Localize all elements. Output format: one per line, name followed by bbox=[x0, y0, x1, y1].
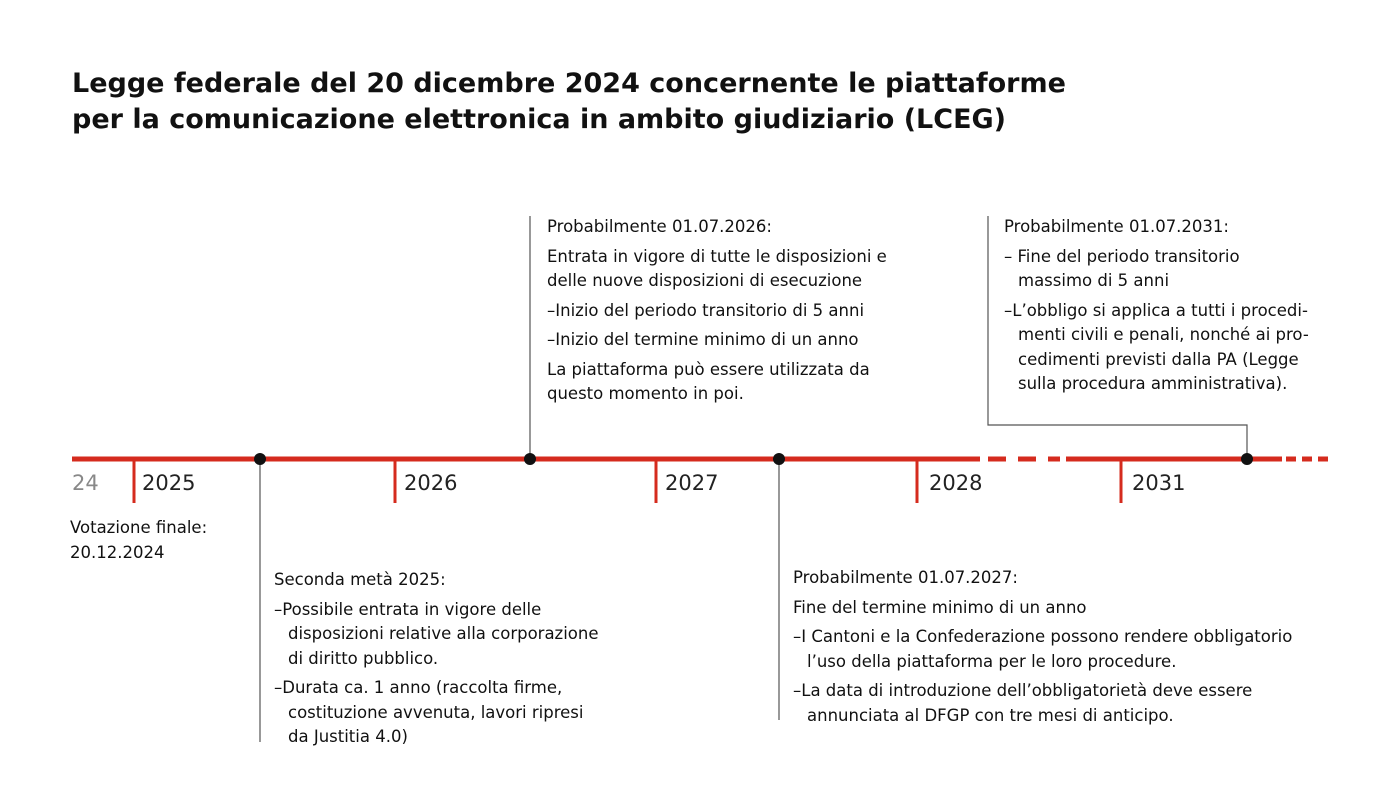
event-2025-heading: Seconda metà 2025: bbox=[274, 570, 446, 589]
event-2025-item2-line3: da Justitia 4.0) bbox=[288, 727, 408, 746]
event-2027-item2-line2: annunciata al DFGP con tre mesi di anticipo. bbox=[807, 705, 1174, 725]
event-2026-intro-line2: delle nuove disposizioni di esecuzione bbox=[547, 271, 863, 290]
page-title bbox=[72, 66, 1172, 138]
event-2031-item2-line2: menti civili e penali, nonché ai pro- bbox=[1018, 325, 1309, 344]
year-label-2024: 24 bbox=[72, 471, 99, 495]
year-label-2025: 2025 bbox=[142, 471, 196, 495]
marker-july-2027 bbox=[773, 453, 785, 465]
event-2031-item1-line2: massimo di 5 anni bbox=[1018, 271, 1170, 290]
event-2025-item1-line1: –Possibile entrata in vigore delle bbox=[274, 599, 542, 619]
final-vote-date: 20.12.2024 bbox=[70, 542, 165, 562]
event-2026-item1: –Inizio del periodo transitorio di 5 anni bbox=[547, 300, 865, 320]
year-label-2028: 2028 bbox=[929, 471, 983, 495]
event-july-2031 bbox=[1004, 215, 1309, 397]
event-2025-item2-line1: –Durata ca. 1 anno (raccolta firme, bbox=[274, 678, 563, 697]
event-second-half-2025 bbox=[274, 568, 599, 750]
event-2026-heading: Probabilmente 01.07.2026: bbox=[547, 217, 772, 236]
event-2027-item1-line1: –I Cantoni e la Confederazione possono rendere obbligatorio bbox=[793, 627, 1293, 646]
event-2026-intro-line1: Entrata in vigore di tutte le disposizioni e bbox=[547, 246, 887, 266]
event-2027-item2-line1: –La data di introduzione dell’obbligatorietà deve essere bbox=[793, 681, 1253, 700]
marker-july-2026 bbox=[524, 453, 536, 465]
event-final-vote bbox=[70, 516, 207, 565]
event-2027-item1-line2: l’uso della piattaforma per le loro procedure. bbox=[807, 651, 1177, 671]
event-2026-item2: –Inizio del termine minimo di un anno bbox=[547, 330, 859, 349]
event-2031-item1-line1: – Fine del periodo transitorio bbox=[1004, 246, 1240, 266]
event-2031-item2-line1: –L’obbligo si applica a tutti i procedi- bbox=[1004, 300, 1308, 320]
title-line-1: Legge federale del 20 dicembre 2024 concernente le piattaforme bbox=[72, 68, 1066, 99]
marker-second-half-2025 bbox=[254, 453, 266, 465]
title-line-2: per la comunicazione elettronica in ambito giudiziario (LCEG) bbox=[72, 104, 1007, 135]
event-2031-heading: Probabilmente 01.07.2031: bbox=[1004, 217, 1229, 236]
year-label-2031: 2031 bbox=[1132, 471, 1186, 495]
year-label-2027: 2027 bbox=[665, 471, 719, 495]
event-july-2026 bbox=[547, 215, 887, 407]
marker-july-2031 bbox=[1241, 453, 1253, 465]
event-2031-item2-line4: sulla procedura amministrativa). bbox=[1018, 374, 1288, 393]
event-july-2027 bbox=[793, 566, 1292, 728]
event-2026-outro-line2: questo momento in poi. bbox=[547, 384, 744, 403]
event-2027-heading: Probabilmente 01.07.2027: bbox=[793, 568, 1018, 587]
event-2027-intro: Fine del termine minimo di un anno bbox=[793, 597, 1087, 617]
event-2031-item2-line3: cedimenti previsti dalla PA (Legge bbox=[1018, 349, 1299, 369]
event-2025-item2-line2: costituzione avvenuta, lavori ripresi bbox=[288, 702, 584, 722]
year-label-2026: 2026 bbox=[404, 471, 458, 495]
event-2025-item1-line2: disposizioni relative alla corporazione bbox=[288, 624, 599, 643]
event-2025-item1-line3: di diritto pubblico. bbox=[288, 648, 439, 668]
event-2026-outro-line1: La piattaforma può essere utilizzata da bbox=[547, 359, 870, 379]
final-vote-heading: Votazione finale: bbox=[70, 518, 208, 537]
